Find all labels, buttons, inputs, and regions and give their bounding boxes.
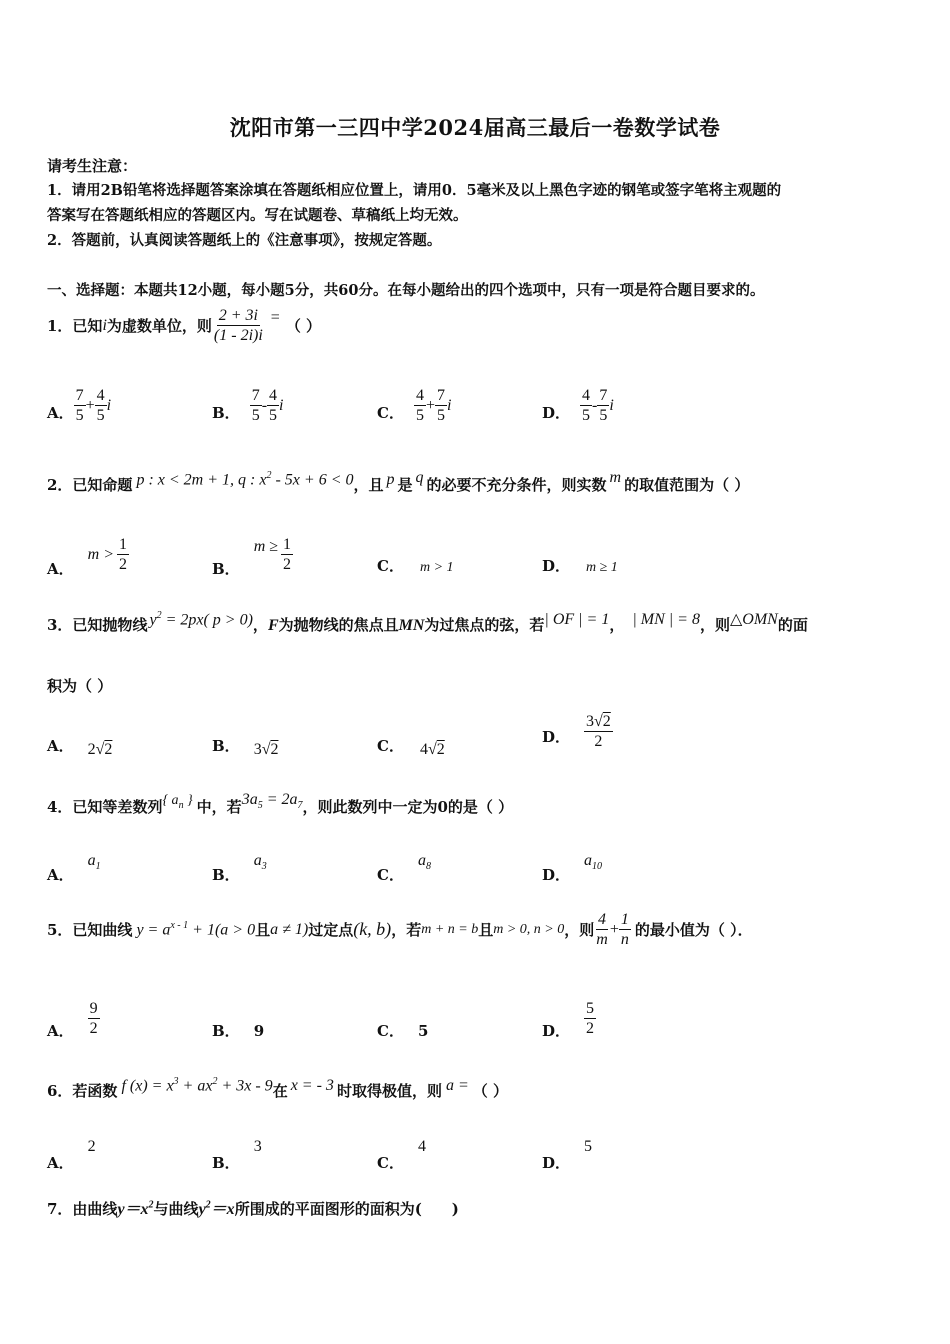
q5-f1-num: 4 [598,911,607,928]
q4-c-var: a [417,852,426,869]
q3-d-den: 2 [594,733,603,750]
q3-option-d[interactable] [542,712,613,751]
q4-option-d-label: D． [542,866,571,884]
notice-heading: 请考生注意： [47,157,138,175]
q2-option-c-label: C． [377,557,404,575]
q1-option-a-label: A． [47,404,74,422]
question-5 [47,910,753,949]
q1-d-frac1 [580,386,592,425]
q5-text-1: 过定点 [308,921,354,939]
q5-option-a[interactable] [47,996,100,1041]
q1-b-frac1 [250,386,262,425]
q6-prefix: 6．若函数 [47,1082,118,1100]
q4-option-a-label: A． [47,866,74,884]
q1-prefix: 1．已知 [47,317,103,335]
q4-option-b[interactable] [212,852,267,885]
q1-c-op: + [425,396,435,414]
q2-option-a-label: A． [47,560,74,578]
q5-c-value: 5 [417,1022,429,1040]
q2-b-num: 1 [283,536,292,553]
q4-a-sub: 1 [95,861,101,873]
q2-a-expr: m > [87,545,114,563]
notice-line-2: 2．答题前，认真阅读答题纸上的《注意事项》，按规定答题。 [47,232,442,249]
q5-e1: y = a [136,921,171,939]
q5-point: (k, b) [353,919,392,939]
q1-c-i: i [446,396,452,414]
q7-c2b: ＝x [210,1201,235,1218]
q2-b-expr: m ≥ [253,537,279,555]
q1-equals: = [270,308,280,326]
q4-text-1: 中，若 [196,798,242,816]
q5-a-frac [88,999,100,1038]
q4-e2: = 2a [262,790,298,808]
q1-d-d2: 5 [599,407,608,424]
q7-c2-sup: 2 [205,1199,211,1211]
q3-option-b-label: B． [212,737,240,755]
q2-c-expr: m > 1 [419,559,454,575]
q3-option-c[interactable] [377,735,445,756]
q3-eq-sup: 2 [156,609,162,621]
q3-option-a[interactable] [47,735,112,756]
q2-text-1: ，且 [353,476,384,494]
q3-text-3: 为过焦点的弦，若 [424,616,545,634]
q2-text-2: 是 [397,476,413,494]
q1-d-i: i [609,396,614,414]
q4-text-2: ，则此数列中一定为0的是（ ） [302,798,514,816]
q6-text-1: 在 [272,1082,288,1100]
q5-option-a-label: A． [47,1022,74,1040]
q5-option-d-label: D． [542,1022,571,1040]
q5-d-frac [584,999,596,1038]
q7-curve-2 [199,1196,235,1219]
q4-c-sub: 8 [425,861,431,873]
q1-a-i: i [106,396,112,414]
q5-f1-den: m [596,931,608,948]
q7-c1: y＝x [117,1201,149,1218]
q2-expr-a: p : x < 2m + 1, q : x [136,471,267,488]
q5-option-c[interactable] [377,1020,428,1041]
q6-sup-2: 2 [212,1075,218,1087]
q2-option-d[interactable] [542,555,618,576]
q1-mid: 为虚数单位，则 [106,317,212,335]
q5-frac-1 [594,910,610,949]
q1-a-frac2 [95,386,107,425]
q4-e2-sub: 7 [297,800,303,811]
q5-option-b-label: B． [212,1022,240,1040]
q2-expr-sup: 2 [266,469,272,481]
q5-a-num: 9 [89,1000,98,1017]
q2-d-expr: m ≥ 1 [586,559,618,575]
q2-option-c[interactable] [377,555,454,576]
q4-sequence [162,793,192,811]
q1-d-n2: 7 [599,387,608,404]
q4-prefix: 4．已知等差数列 [47,798,163,816]
q1-a-op: + [85,396,95,414]
q5-e5: m > 0, n > 0 [493,921,565,937]
q2-a-frac [117,535,129,574]
q5-b-value: 9 [253,1022,265,1040]
q1-denominator: (1 - 2i)i [213,327,263,344]
q7-tail: 所围成的平面图形的面积为( ) [234,1200,459,1218]
q6-option-d[interactable] [542,1138,592,1173]
q4-option-c[interactable] [377,852,431,885]
q5-frac-2 [619,910,631,949]
q6-a: a = [445,1077,469,1094]
q7-curve-1 [117,1196,153,1219]
question-2 [47,469,750,497]
q2-a-num: 1 [119,536,127,553]
q4-option-b-label: B． [212,866,240,884]
q3-option-d-label: D． [542,728,571,746]
q5-text-4: 的最小值为（ ）． [634,921,753,939]
q1-b-d1: 5 [251,407,260,424]
q1-option-c-label: C． [377,404,404,422]
q1-tail: （ ） [285,317,322,335]
q5-option-d[interactable] [542,996,596,1041]
q4-option-a[interactable] [47,852,101,885]
q2-text-3: 的必要不充分条件，则实数 [426,476,607,494]
q3-b-expr: 3√2 [253,740,279,758]
q2-b-den: 2 [283,556,292,573]
q3-parabola [149,610,252,629]
q3-text-1: ， [252,616,268,634]
q1-var: i [102,316,107,334]
q1-b-op: - [261,396,268,414]
notice-line-1: 1．请用2B铅笔将选择题答案涂填在答题纸相应位置上，请用0．5毫米及以上黑色字迹的钢笔或签字笔将主观题的 [47,182,782,199]
q1-c-frac2 [435,386,447,425]
q3-a-rad: 2 [104,740,113,758]
q7-mid: 与曲线 [153,1200,199,1218]
q1-option-d[interactable] [542,386,614,425]
q6-option-a-label: A． [47,1154,74,1172]
notice-line-1b: 答案写在答题纸相应的答题区内。写在试题卷、草稿纸上均无效。 [47,207,468,224]
q4-condition [242,791,303,811]
q1-d-frac2 [597,386,609,425]
q4-seq-a: { a [162,793,179,809]
q3-prefix: 3．已知抛物线 [47,616,148,634]
q6-c-value: 4 [417,1138,426,1155]
q4-c-expr [418,852,431,872]
q1-c-d1: 5 [415,407,424,424]
q4-option-c-label: C． [377,866,404,884]
q5-plus: + [609,920,619,938]
question-6 [47,1075,508,1103]
q4-d-expr [584,852,602,872]
q5-option-c-label: C． [377,1022,404,1040]
q3-eq-b: = 2px( p > 0) [161,611,253,628]
q4-seq-sub: n [178,800,184,811]
q5-d-den: 2 [586,1020,595,1037]
q1-d-n1: 4 [582,387,591,404]
page-title: 沈阳市第一三四中学2024届高三最后一卷数学试卷 [229,115,721,140]
q5-curve [136,920,255,939]
q5-prefix: 5．已知曲线 [47,921,133,939]
q6-option-c[interactable] [377,1138,426,1173]
q5-and-2: 且 [478,921,494,939]
q6-x: x = - 3 [290,1077,334,1094]
q3-c-rad: 2 [436,740,445,758]
q2-q: q [415,469,424,486]
q1-b-n1: 7 [251,387,260,404]
q1-b-n2: 4 [269,387,278,404]
q3-option-c-label: C． [377,737,404,755]
q3-option-b[interactable] [212,735,278,756]
q6-f-a: f (x) = x [121,1077,174,1094]
q3-MN: MN [398,617,425,634]
q1-a-n1: 7 [75,387,84,404]
q1-option-c[interactable] [377,386,451,425]
q1-b-frac2 [267,386,279,425]
q6-text-2: 时取得极值，则 [336,1082,442,1100]
q6-b-value: 3 [253,1138,262,1155]
q1-b-d2: 5 [269,407,278,424]
q4-seq-end: } [183,793,193,809]
q3-d-num: 3√2 [586,713,611,730]
q6-sup-1: 3 [173,1075,179,1087]
q4-b-expr [254,852,267,872]
q7-prefix: 7．由曲线 [47,1200,118,1218]
question-3 [47,609,808,637]
q3-d-frac [584,712,613,751]
q1-b-i: i [279,396,284,414]
q5-d-num: 5 [586,1000,595,1017]
q4-d-var: a [584,852,593,869]
q5-option-b[interactable] [212,1020,264,1041]
q4-b-sub: 3 [261,861,267,873]
q4-d-sub: 10 [592,861,603,873]
q4-a-expr [88,852,101,872]
q1-numerator: 2 + 3i [218,307,258,324]
q3-eq-a: y [149,611,157,628]
q2-text-4: 的取值范围为（ ） [624,476,750,494]
q6-text-3: （ ） [472,1082,508,1100]
q7-c1-sup: 2 [148,1199,154,1211]
q6-f-c: + 3x - 9 [217,1077,273,1094]
q3-triangle: △OMN [729,611,778,628]
q3-text-4: ， [609,616,625,634]
q5-text-2: ，若 [391,921,422,939]
q5-e2: + 1(a > 0 [188,921,256,939]
q3-of: | OF | = 1 [544,611,610,628]
q3-d-rad: 2 [602,713,611,730]
q1-option-d-label: D． [542,404,571,422]
q6-option-d-label: D． [542,1154,571,1172]
q3-text-2: 为抛物线的焦点且 [278,616,399,634]
q3-b-rad: 2 [270,740,279,758]
q2-prefix: 2．已知命题 [47,476,133,494]
q1-c-n1: 4 [415,387,424,404]
section-heading: 一、选择题：本题共12小题，每小题5分，共60分。在每小题给出的四个选项中，只有一项是符合题目要求的。 [47,282,765,299]
q3-line-2: 积为（ ） [47,677,113,695]
question-7 [47,1196,459,1219]
q1-d-d1: 5 [582,407,591,424]
q4-b-var: a [253,852,262,869]
q3-a-expr: 2√2 [87,740,113,758]
q5-e4: m + n = b [421,921,479,937]
q6-option-c-label: C． [377,1154,404,1172]
q2-expr-b: - 5x + 6 < 0 [271,471,354,488]
q3-text-6: 的面 [777,616,808,634]
q1-a-frac1 [74,386,86,425]
q1-c-n2: 7 [436,387,445,404]
q6-a-value: 2 [87,1138,96,1155]
q2-expression [136,470,353,489]
q1-a-n2: 4 [96,387,105,404]
q1-fraction [212,306,265,345]
q1-option-b-label: B． [212,404,240,422]
q2-option-d-label: D． [542,557,571,575]
q4-e1: 3a [241,790,258,808]
question-1 [47,306,321,345]
q5-and-1: 且 [255,921,271,939]
q1-option-b[interactable] [212,386,283,425]
q1-c-frac1 [414,386,426,425]
q3-c-coef: 4 [419,740,428,758]
q3-mn: | MN | = 8 [632,611,700,628]
q2-b-frac [281,535,293,574]
q2-m: m [609,469,622,486]
q3-c-expr: 4√2 [419,740,445,758]
q6-d-value: 5 [584,1138,593,1155]
q2-option-b[interactable] [212,530,293,579]
q6-f-b: + ax [178,1077,213,1094]
q5-text-3: ，则 [564,921,595,939]
q4-option-d[interactable] [542,852,602,885]
q3-text-5: ，则 [699,616,730,634]
q3-a-coef: 2 [87,740,96,758]
q2-option-a[interactable] [47,530,129,579]
q4-e1-sub: 5 [257,800,263,811]
q5-f2-num: 1 [620,911,629,928]
q1-d-op: - [592,396,598,414]
q7-c2: y [198,1201,206,1218]
q4-a-var: a [87,852,96,869]
q2-p: p [386,471,395,488]
q6-option-a[interactable] [47,1138,96,1173]
q2-a-den: 2 [119,556,127,573]
q5-a-den: 2 [89,1020,98,1037]
q5-f2-den: n [620,931,629,948]
question-4 [47,790,514,819]
q3-d-coef: 3 [586,713,595,730]
q1-c-d2: 5 [436,407,445,424]
q3-F: F [267,617,279,634]
q5-e3: a ≠ 1) [270,920,309,938]
q2-option-b-label: B． [212,560,240,578]
q1-option-a[interactable] [47,386,111,425]
q3-b-coef: 3 [253,740,262,758]
q6-option-b[interactable] [212,1138,262,1173]
q1-a-d2: 5 [96,407,105,424]
q6-option-b-label: B． [212,1154,240,1172]
q5-e1-sup: x - 1 [170,919,189,931]
q3-option-a-label: A． [47,737,74,755]
q1-a-d1: 5 [75,407,84,424]
q6-function [121,1076,272,1095]
